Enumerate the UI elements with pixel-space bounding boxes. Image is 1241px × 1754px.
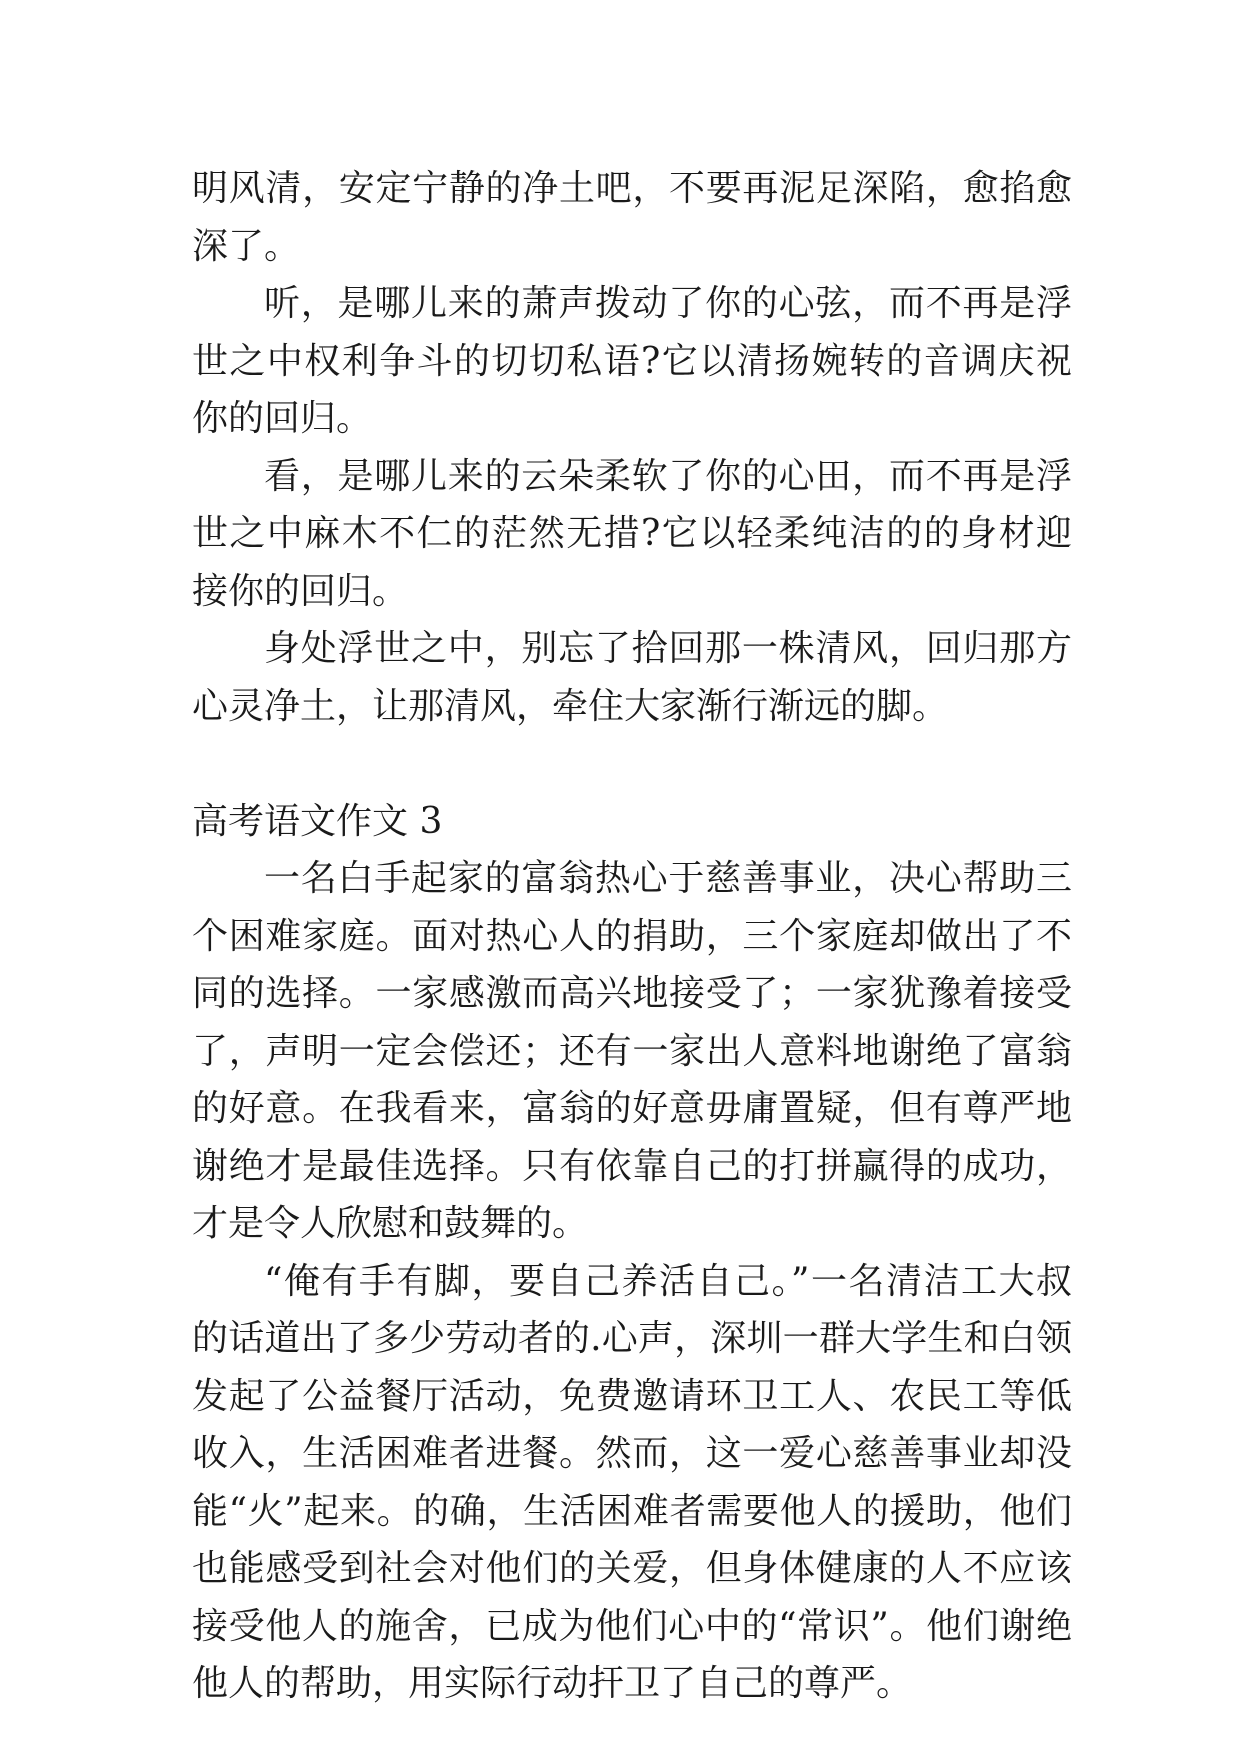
document-body [192, 160, 1072, 1713]
paragraph-continuation: 明风清，安定宁静的净土吧，不要再泥足深陷，愈掐愈深了。 [192, 168, 1072, 267]
paragraph-cleaner: “俺有手有脚，要自己养活自己。”一名清洁工大叔的话道出了多少劳动者的.心声，深圳一群大学生和白领发起了公益餐厅活动，免费邀请环卫工人、农民工等低收入，生活困难者进餐。然而，这一爱心慈善事业却没能“火”起来。的确，生活困难者需要他人的援助，他们也能感受到社会对他们的关爱，但身体健康的人不应该接受他人的施舍，已成为他们心中的“常识”。他们谢绝他人的帮助，用实际行动扞卫了自己的尊严。 [192, 1260, 1072, 1704]
paragraph-listen: 听，是哪儿来的萧声拨动了你的心弦，而不再是浮世之中权利争斗的切切私语?它以清扬婉转的音调庆祝你的回归。 [192, 283, 1072, 439]
section-title: 高考语文作文 3 [192, 800, 443, 842]
paragraph-conclusion: 身处浮世之中，别忘了拾回那一株清风，回归那方心灵净土，让那清风，牵住大家渐行渐远的脚。 [192, 628, 1072, 727]
paragraph-rich-man: 一名白手起家的富翁热心于慈善事业，决心帮助三个困难家庭。面对热心人的捐助，三个家庭却做出了不同的选择。一家感激而高兴地接受了；一家犹豫着接受了，声明一定会偿还；还有一家出人意料地谢绝了富翁的好意。在我看来，富翁的好意毋庸置疑，但有尊严地谢绝才是最佳选择。只有依靠自己的打拼赢得的成功，才是令人欣慰和鼓舞的。 [192, 858, 1072, 1244]
paragraph-look: 看，是哪儿来的云朵柔软了你的心田，而不再是浮世之中麻木不仁的茫然无措?它以轻柔纯洁的的身材迎接你的回归。 [192, 455, 1072, 612]
